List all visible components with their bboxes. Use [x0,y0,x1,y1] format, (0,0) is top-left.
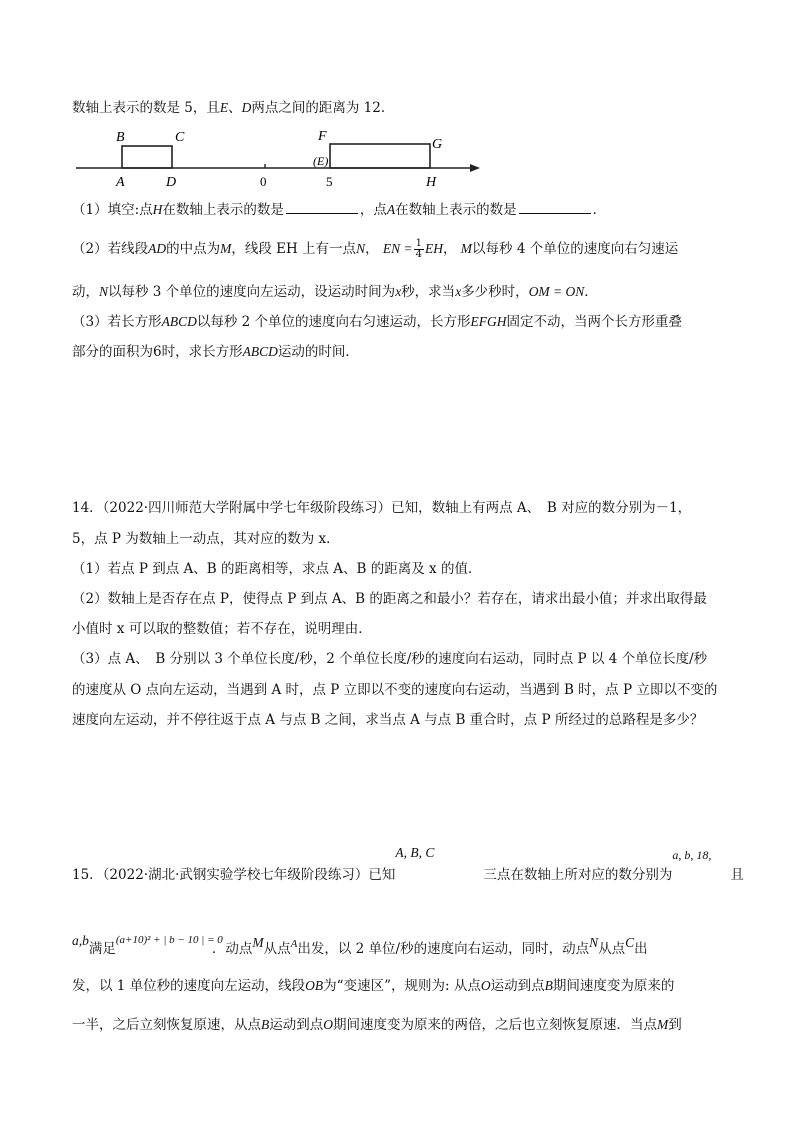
text: 的中点为 [166,241,221,257]
text: 发，以 1 单位秒的速度向左运动，线段 [72,978,306,994]
text: 到 [668,1017,682,1033]
text: （3）若长方形 [72,314,162,330]
var-m: M [657,1017,669,1032]
q14-line6: （3）点 A、 B 分别以 3 个单位长度/秒，2 个单位长度/秒的速度向右运动，同时点 P 以 4 个单位长度/秒 [72,651,708,667]
q15-line1 [72,845,744,884]
q15-line3 [72,977,732,995]
text: 在数轴上表示的数是 [162,202,284,218]
intro-text-b: 两点之间的距离为 12． [251,100,395,116]
values-ab18: a, b, 18, [672,848,712,862]
label-h: H [426,175,437,190]
vars-ab: a,b [72,933,89,948]
text: 以每秒 3 个单位的速度向左运动，设运动时间为 [108,284,396,300]
var-c: C [625,935,635,950]
text: 时，求长方形 [161,344,243,360]
text: 满足 [88,941,116,957]
q13-part3-line2 [72,343,732,361]
text: ， [365,241,379,257]
label-f: F [318,129,327,144]
q14-line7: 的速度从 O 点向左运动，当遇到 A 时，点 P 立即以不变的速度向右运动，当遇到 B 时，点 P 立即以不变的 [72,682,718,698]
label-zero: 0 [260,174,267,189]
formula-en: EN = [382,241,413,256]
var-n: N [589,935,599,950]
var-efgh: EFGH [470,314,507,329]
q14-line1: 14．（2022·四川师范大学附属中学七年级阶段练习）已知，数轴上有两点 A、 B 对应的数分别为－1， [72,500,692,516]
q14-line8: 速度向左运动，并不停往返于点 A 与点 B 之间，求当点 A 与点 B 重合时，点 P 所经过的总路程是多少？ [72,712,704,728]
var-ob: OB [305,978,324,993]
text: 多少秒时， [461,284,529,300]
text: 运动到点 [490,978,545,994]
text: 15．（2022·湖北·武钢实验学校七年级阶段练习）已知 [72,867,396,883]
text: 部分的面积为 [72,344,153,360]
var-d: D [241,100,252,115]
frac-num: 1 [415,238,422,249]
text: 期间速度变为原来的两倍，之后也立刻恢复原速．当点 [333,1017,657,1033]
q15-line4 [72,1016,732,1034]
q14-line2: 5，点 P 为数轴上一动点，其对应的数为 x． [72,531,340,547]
var-o: O [323,1017,333,1032]
text: 一半，之后立刻恢复原速，从点 [72,1017,261,1033]
q13-part3-line1 [72,313,732,331]
text: 以每秒 2 个单位的速度向右匀速运动，长方形 [196,314,471,330]
var-m: M [252,935,264,950]
text: 在数轴上表示的数是 [395,202,517,218]
text: ．动点 [211,941,253,957]
var-m: M [220,241,232,256]
answer-blank-a [519,201,591,214]
q15-line2 [72,933,732,959]
text: 运动的时间． [277,344,359,360]
var-e: E [219,100,229,115]
var-x: x [395,284,402,299]
number: 6 [153,344,162,360]
text: 动， [72,284,99,300]
label-c: C [175,130,185,145]
text: 出 [634,941,648,957]
text: 为“变速区”，规则为: 从点 [323,978,481,994]
intro-text-a: 数轴上表示的数是 5，且 [72,100,220,116]
number-line-figure [70,124,490,192]
label-g: G [432,137,443,152]
q14-line4: （2）数轴上是否存在点 P，使得点 P 到点 A、B 的距离之和最小？若存在，请求出最小值；并求出取得最 [72,591,707,607]
label-a: A [116,175,125,190]
var-a: A [290,938,298,950]
text: ， [443,241,457,257]
var-o: O [480,978,491,993]
var-x: x [455,284,462,299]
formula-condition: (a+10)² + | b − 10 | = 0 [115,934,223,946]
text: 三点在数轴上所对应的数分别为 [483,867,673,883]
formula-eh: EH [425,241,443,256]
text: ． [584,284,598,300]
text: 以每秒 4 个单位的速度向右匀速运 [472,241,679,257]
text: ，线段 EH 上有一点 [231,241,357,257]
text: 且 [730,867,744,883]
text: 秒，求当 [401,284,456,300]
label-five: 5 [326,174,333,189]
var-m: M [460,241,473,256]
formula-om-on: OM = ON [528,284,585,299]
q13-part2-line1 [72,239,732,260]
frac-den: 4 [415,249,422,260]
var-b: B [544,978,553,993]
text: 固定不动，当两个长方形重叠 [506,314,683,330]
q14-line3: （1）若点 P 到点 A、B 的距离相等，求点 A、B 的距离及 x 的值． [72,561,482,577]
var-b: B [261,1017,270,1032]
label-e: (E) [313,154,329,168]
intro-line [72,99,732,117]
q14-line5: 小值时 x 可以取的整数值；若不存在，说明理由． [72,621,372,637]
var-h: H [152,202,163,217]
text: （2）若线段 [72,241,149,257]
answer-blank-h [286,201,358,214]
var-n: N [99,284,109,299]
var-ad: AD [148,241,167,256]
var-abcd: ABCD [242,344,278,359]
fraction-one-quarter [414,239,424,260]
label-d: D [166,175,177,190]
text: ． [592,202,607,218]
q13-part2-line2 [72,283,732,301]
text: ，点 [359,202,387,218]
vars-abc: A, B, C [395,845,435,860]
var-n: N [356,241,366,256]
var-abcd: ABCD [161,314,197,329]
text: 从点 [598,941,626,957]
text: 出发，以 2 单位/秒的速度向右运动，同时，动点 [297,941,590,957]
var-a: A [386,202,396,217]
text: 期间速度变为原来的 [552,978,675,994]
text: 运动到点 [269,1017,324,1033]
q13-part1 [72,201,732,219]
label-b: B [116,130,125,145]
text: 从点 [263,941,291,957]
text: （1）填空:点 [72,202,153,218]
separator: 、 [228,100,242,116]
